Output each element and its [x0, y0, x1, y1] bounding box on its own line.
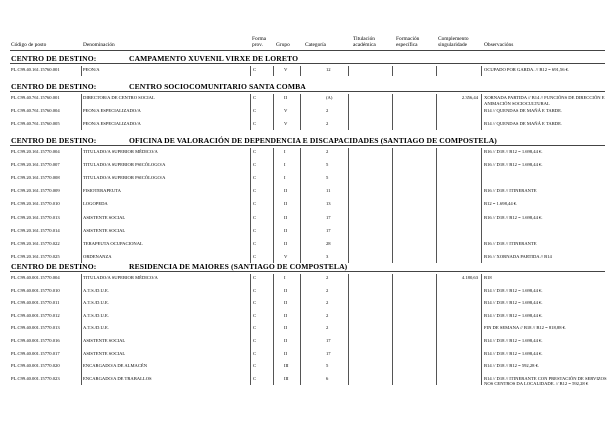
column-divider: [436, 66, 437, 76]
row-grupo: V: [284, 108, 288, 114]
row-denominacion: DIRECTOR/A DE CENTRO SOCIAL: [83, 95, 155, 100]
row-grupo: I: [284, 275, 286, 280]
row-denominacion: ASISTENTE SOCIAL: [83, 350, 126, 356]
row-denominacion: TITULADO/A SUPERIOR PSICÓLOGO/A: [83, 175, 166, 181]
section-rule: [10, 63, 605, 64]
row-categoria: 2: [326, 121, 329, 127]
row-grupo: II: [284, 240, 288, 246]
column-divider: [481, 148, 482, 263]
row-observacions: B14 // D18 // B12 = 1.698,44 €.: [484, 287, 543, 293]
row-code: PL.C99.40.161.15760.001: [11, 67, 60, 72]
row-denominacion: PEON/A ESPECIALIZADO/A: [83, 108, 141, 114]
row-forma-provision: C: [253, 121, 257, 127]
row-code: PL.C99.20.161.15770.009: [11, 188, 60, 194]
row-categoria: 5: [326, 363, 329, 369]
row-code: PL.C99.40.001.15770.023: [11, 375, 60, 381]
section-header: [11, 54, 299, 63]
row-observacions: B16 // D18 // ITINERANTE: [484, 188, 537, 194]
row-code: PL.C99.20.161.15770.007: [11, 162, 60, 168]
column-divider: [81, 148, 82, 263]
column-divider: [273, 148, 274, 263]
row-categoria: 2: [326, 275, 329, 280]
column-divider: [392, 274, 393, 385]
row-categoria: 2: [326, 287, 329, 293]
row-grupo: III: [284, 375, 289, 381]
row-code: PL.C99.20.161.15770.014: [11, 227, 60, 233]
row-forma-provision: C: [253, 175, 257, 181]
row-categoria: 2: [326, 108, 329, 114]
header-observacions: Observacións: [484, 42, 514, 48]
row-grupo: II: [284, 227, 288, 233]
row-code: PL.C99.40.001.15770.013: [11, 325, 60, 331]
row-grupo: II: [284, 312, 288, 318]
header-titulacion: Titulación académica: [353, 36, 376, 48]
row-denominacion: PEON/A ESPECIALIZADO/A: [83, 121, 141, 127]
row-grupo: V: [284, 67, 288, 72]
section-name: CENTRO SOCIOCOMUNITARIO SANTA COMBA: [129, 82, 306, 91]
section-header: [11, 136, 497, 145]
row-observacions: B16 // XORNADA PARTIDA // B14: [484, 253, 552, 259]
row-code: PL.C99.20.161.15770.008: [11, 175, 60, 181]
section-label: CENTRO DE DESTINO:: [11, 262, 97, 271]
row-forma-provision: C: [253, 214, 257, 220]
section-label: CENTRO DE DESTINO:: [11, 54, 97, 63]
row-observacions: B14 // QUENDAS DE MAÑÁ E TARDE.: [484, 108, 563, 114]
row-observacions: B16 // D18 // B12 = 1.698,44 €.: [484, 214, 543, 220]
row-code: PL.C99.40.001.15770.010: [11, 287, 60, 293]
column-divider: [348, 274, 349, 385]
row-grupo: II: [284, 338, 288, 343]
row-observacions: OCUPADO POR GARDA. // B12 = 691,56 €.: [484, 67, 570, 72]
section-rule: [10, 271, 605, 272]
row-categoria: 11: [326, 188, 331, 194]
row-forma-provision: C: [253, 67, 257, 72]
row-grupo: I: [284, 162, 286, 168]
column-divider: [436, 148, 437, 263]
row-categoria: 13: [326, 201, 331, 207]
row-denominacion: A.T.S./D.U.E.: [83, 312, 109, 318]
column-divider: [81, 94, 82, 130]
row-grupo: II: [284, 188, 288, 194]
row-observacions: B14 // QUENDAS DE MAÑÁ E TARDE.: [484, 121, 563, 127]
column-divider: [300, 274, 301, 385]
row-code: PL.C99.40.761.15760.004: [11, 108, 60, 114]
row-denominacion: LOGOPEDA: [83, 201, 108, 207]
column-divider: [300, 94, 301, 130]
row-forma-provision: C: [253, 338, 257, 343]
row-complemento: 4.180,63: [461, 275, 478, 280]
row-grupo: V: [284, 253, 288, 259]
row-denominacion: ASISTENTE SOCIAL: [83, 227, 126, 233]
column-divider: [481, 94, 482, 130]
row-categoria: 2: [326, 149, 329, 154]
row-categoria: 17: [326, 227, 331, 233]
section-name: RESIDENCIA DE MAIORES (SANTIAGO DE COMPOSTELA): [129, 262, 348, 271]
row-denominacion: ENCARGADO/A DE TRABALLOS: [83, 375, 152, 381]
row-code: PL.C99.20.161.15770.004: [11, 149, 60, 154]
row-denominacion: ASISTENTE SOCIAL: [83, 214, 126, 220]
header-rule: [10, 50, 605, 51]
row-observacions: B16 // D18 // B12 = 1.698,44 €.: [484, 149, 543, 154]
row-denominacion: ORDENANZA: [83, 253, 112, 259]
section-header: [11, 82, 306, 91]
header-codigo: Código de posto: [11, 42, 47, 48]
row-grupo: II: [284, 201, 288, 207]
row-forma-provision: C: [253, 108, 257, 114]
header-grupo: Grupo: [276, 42, 290, 48]
row-observacions: B16 // D18 // B12 = 1.698,44 €.: [484, 162, 543, 168]
row-categoria: 28: [326, 240, 331, 246]
row-categoria: 2: [326, 300, 329, 306]
row-observacions: B14 // D18 // B12 = 1.698,44 €.: [484, 312, 543, 318]
column-divider: [300, 66, 301, 76]
column-divider: [348, 148, 349, 263]
column-divider: [81, 274, 82, 385]
row-denominacion: ASISTENTE SOCIAL: [83, 338, 126, 343]
row-forma-provision: C: [253, 188, 257, 194]
column-divider: [392, 148, 393, 263]
column-divider: [250, 94, 251, 130]
row-denominacion: TERAPEUTA OCUPACIONAL: [83, 240, 143, 246]
row-forma-provision: C: [253, 287, 257, 293]
row-complemento: 2.356,44: [461, 95, 478, 100]
row-forma-provision: C: [253, 350, 257, 356]
row-categoria: 6: [326, 375, 329, 381]
row-grupo: I: [284, 175, 286, 181]
column-divider: [392, 94, 393, 130]
row-denominacion: A.T.S./D.U.E.: [83, 300, 109, 306]
row-observacions: B14 // D18 // ITINERANTE CON PRESTACIÓN DE SERVIZOS NOS CENTROS DA LOCALIDADE. // B12 = 592,28 €: [484, 375, 607, 387]
column-divider: [250, 148, 251, 263]
row-forma-provision: C: [253, 240, 257, 246]
row-observacions: B14 // D18 // B12 = 592,28 €.: [484, 363, 540, 369]
section-label: CENTRO DE DESTINO:: [11, 82, 97, 91]
row-categoria: 2: [326, 312, 329, 318]
column-divider: [348, 66, 349, 76]
row-observacions: B12 = 1.698,44 €.: [484, 201, 518, 207]
row-forma-provision: C: [253, 275, 257, 280]
row-forma-provision: C: [253, 149, 257, 154]
row-categoria: 3: [326, 253, 329, 259]
row-code: PL.C99.40.001.15770.017: [11, 350, 60, 356]
header-categoria: Categoría: [305, 42, 326, 48]
row-observacions: FIN DE SEMANA // B18 // B12 = 818,88 €.: [484, 325, 567, 331]
section-name: OFICINA DE VALORACIÓN DE DEPENDENCIA E DISCAPACIDADES (SANTIAGO DE COMPOSTELA): [129, 136, 497, 145]
row-denominacion: FISIOTERAPEUTA: [83, 188, 121, 194]
row-forma-provision: C: [253, 253, 257, 259]
column-divider: [436, 274, 437, 385]
row-grupo: III: [284, 363, 289, 369]
row-categoria: (A): [326, 95, 333, 100]
row-grupo: I: [284, 149, 286, 154]
section-rule: [10, 145, 605, 146]
section-label: CENTRO DE DESTINO:: [11, 136, 97, 145]
header-denominacion: Denominación: [83, 42, 115, 48]
column-divider: [300, 148, 301, 263]
column-divider: [481, 66, 482, 76]
row-categoria: 2: [326, 325, 329, 331]
row-code: PL.C99.40.761.15760.005: [11, 121, 60, 127]
row-code: PL.C99.40.761.15760.001: [11, 95, 60, 100]
row-categoria: 17: [326, 214, 331, 220]
header-complemento: Complemento singularidade: [438, 36, 469, 48]
row-code: PL.C99.40.001.15770.016: [11, 338, 60, 343]
row-grupo: II: [284, 95, 288, 100]
column-divider: [250, 274, 251, 385]
row-denominacion: TITULADO/A SUPERIOR MÉDICO/A: [83, 275, 158, 280]
row-grupo: II: [284, 214, 288, 220]
section-header: [11, 262, 348, 271]
row-denominacion: A.T.S./D.U.E.: [83, 287, 109, 293]
column-divider: [348, 94, 349, 130]
row-observacions: B14 // D18 // B12 = 1.698,44 €.: [484, 338, 543, 343]
row-observacions: B18: [484, 275, 492, 280]
row-code: PL.C99.40.001.15770.012: [11, 312, 60, 318]
row-categoria: 17: [326, 338, 331, 343]
column-divider: [392, 66, 393, 76]
row-categoria: 5: [326, 162, 329, 168]
row-denominacion: TITULADO/A SUPERIOR MÉDICO/A: [83, 149, 158, 154]
row-forma-provision: C: [253, 162, 257, 168]
row-denominacion: A.T.S./D.U.E.: [83, 325, 109, 331]
row-forma-provision: C: [253, 300, 257, 306]
row-code: PL.C99.20.161.15770.022: [11, 240, 60, 246]
column-divider: [273, 94, 274, 130]
row-code: PL.C99.40.001.15770.004: [11, 275, 60, 280]
row-denominacion: PEON/A: [83, 67, 100, 72]
column-divider: [81, 66, 82, 76]
row-categoria: 5: [326, 175, 329, 181]
row-grupo: II: [284, 287, 288, 293]
row-grupo: II: [284, 350, 288, 356]
row-grupo: II: [284, 300, 288, 306]
row-categoria: 17: [326, 350, 331, 356]
row-forma-provision: C: [253, 227, 257, 233]
section-name: CAMPAMENTO XUVENIL VIRXE DE LORETO: [129, 54, 299, 63]
row-forma-provision: C: [253, 325, 257, 331]
row-denominacion: ENCARGADO/A DE ALMACÉN: [83, 363, 148, 369]
row-forma-provision: C: [253, 95, 257, 100]
row-grupo: V: [284, 121, 288, 127]
row-observacions: B16 // D18 // ITINERANTE: [484, 240, 537, 246]
header-forma-provision: Forma prov.: [252, 36, 267, 48]
section-rule: [10, 91, 605, 92]
row-observacions: XORNADA PARTIDA // B14 // FUNCIÓNS DE DIRECCIÓN E ANIMACIÓN SOCIOCULTURAL: [484, 95, 605, 106]
row-categoria: 12: [326, 67, 331, 72]
row-forma-provision: C: [253, 375, 257, 381]
row-code: PL.C99.20.161.15770.013: [11, 214, 60, 220]
column-divider: [481, 274, 482, 385]
row-denominacion: TITULADO/A SUPERIOR PSICÓLOGO/A: [83, 162, 166, 168]
column-divider: [273, 66, 274, 76]
row-code: PL.C99.40.001.15770.020: [11, 363, 60, 369]
column-divider: [273, 274, 274, 385]
row-forma-provision: C: [253, 363, 257, 369]
row-observacions: B14 // D18 // B12 = 1.698,44 €.: [484, 300, 543, 306]
row-code: PL.C99.20.161.15770.025: [11, 253, 60, 259]
row-code: PL.C99.20.161.15770.010: [11, 201, 60, 207]
row-grupo: II: [284, 325, 288, 331]
row-forma-provision: C: [253, 312, 257, 318]
row-forma-provision: C: [253, 201, 257, 207]
row-observacions: B14 // D18 // B12 = 1.698,44 €.: [484, 350, 543, 356]
column-divider: [250, 66, 251, 76]
row-code: PL.C99.40.001.15770.011: [11, 300, 60, 306]
header-formacion: Formación específica: [396, 36, 420, 48]
